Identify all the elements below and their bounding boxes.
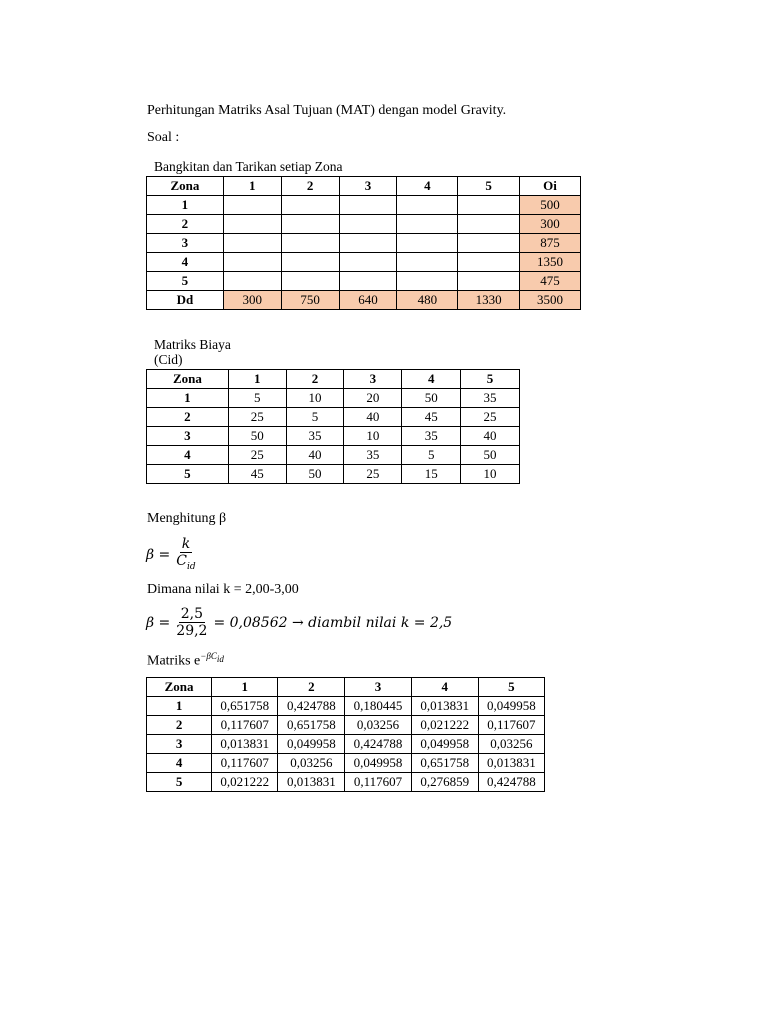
table-row xyxy=(147,735,545,754)
table-cell: 50 xyxy=(402,389,461,408)
table-row xyxy=(147,754,545,773)
table-row xyxy=(147,716,545,735)
table-cell: 475 xyxy=(520,272,581,291)
table-cell: 25 xyxy=(344,465,402,484)
table-cell: 0,049958 xyxy=(478,697,544,716)
table1-caption: Bangkitan dan Tarikan setiap Zona xyxy=(154,159,343,174)
table-cell: 10 xyxy=(286,389,344,408)
table-row xyxy=(147,272,581,291)
table-cell: 5 xyxy=(402,446,461,465)
header-cell: 5 xyxy=(461,370,520,389)
table-cell: 0,651758 xyxy=(278,716,345,735)
table-cell: 0,180445 xyxy=(345,697,411,716)
table-cell: 10 xyxy=(344,427,402,446)
table-cell: 0,651758 xyxy=(411,754,478,773)
row-header-cell: 4 xyxy=(147,754,212,773)
table-cell: 300 xyxy=(520,215,581,234)
table-cell xyxy=(397,215,458,234)
table-cell xyxy=(281,234,339,253)
row-header-cell: 2 xyxy=(147,215,224,234)
table-cell xyxy=(458,272,520,291)
header-cell: 4 xyxy=(397,177,458,196)
table-cell: 0,049958 xyxy=(411,735,478,754)
table-cell: 25 xyxy=(461,408,520,427)
row-header-cell: 5 xyxy=(147,465,229,484)
total-cell: 300 xyxy=(223,291,281,310)
table-row xyxy=(147,427,520,446)
table-cell: 10 xyxy=(461,465,520,484)
beta2-numerator: 2,5 xyxy=(180,606,203,622)
total-row xyxy=(147,291,581,310)
row-header-cell: 2 xyxy=(147,716,212,735)
table-cell xyxy=(223,196,281,215)
table-cell xyxy=(223,253,281,272)
header-cell: 3 xyxy=(339,177,397,196)
table-cell: 50 xyxy=(461,446,520,465)
table-cell xyxy=(339,234,397,253)
table-cell: 0,117607 xyxy=(212,754,278,773)
row-header-cell: 5 xyxy=(147,773,212,792)
table-cell: 35 xyxy=(344,446,402,465)
total-cell: 640 xyxy=(339,291,397,310)
table-cell: 5 xyxy=(228,389,286,408)
table-cell: 40 xyxy=(286,446,344,465)
matriks-exp-label xyxy=(147,651,224,670)
table-cell xyxy=(397,272,458,291)
header-cell: 2 xyxy=(278,678,345,697)
table-row xyxy=(147,389,520,408)
total-cell: 480 xyxy=(397,291,458,310)
dimana-label: Dimana nilai k = 2,00-3,00 xyxy=(147,582,299,597)
table-cell: 875 xyxy=(520,234,581,253)
header-cell: 2 xyxy=(281,177,339,196)
table-row xyxy=(147,697,545,716)
beta2-lhs: β = xyxy=(146,614,171,631)
table-cell xyxy=(397,253,458,272)
table-cell: 25 xyxy=(228,446,286,465)
bangkitan-tarikan-table xyxy=(146,176,581,310)
table-cell: 15 xyxy=(402,465,461,484)
beta-lhs: β = xyxy=(146,547,171,564)
table-cell: 5 xyxy=(286,408,344,427)
table-row xyxy=(147,215,581,234)
matriks-exp-sup-sub: id xyxy=(216,653,224,664)
table-cell xyxy=(281,215,339,234)
header-cell: 4 xyxy=(411,678,478,697)
table-cell: 0,049958 xyxy=(345,754,411,773)
table-row xyxy=(147,234,581,253)
document-title: Perhitungan Matriks Asal Tujuan (MAT) dengan model Gravity. xyxy=(147,103,507,118)
table-cell: 0,03256 xyxy=(278,754,345,773)
table-cell xyxy=(223,215,281,234)
header-cell: 2 xyxy=(286,370,344,389)
header-cell: 1 xyxy=(223,177,281,196)
table-row xyxy=(147,408,520,427)
header-cell: Zona xyxy=(147,177,224,196)
row-header-cell: 4 xyxy=(147,253,224,272)
matriks-exp-sup-text: −βC xyxy=(200,651,217,661)
table-cell: 0,013831 xyxy=(278,773,345,792)
table2-caption xyxy=(154,337,231,367)
table-cell: 1350 xyxy=(520,253,581,272)
matriks-exp-sup xyxy=(200,651,224,664)
matriks-exp-table xyxy=(146,677,545,792)
row-header-cell: Dd xyxy=(147,291,224,310)
beta-formula xyxy=(146,536,202,575)
denominator-c: C xyxy=(176,553,187,569)
table-cell: 0,117607 xyxy=(478,716,544,735)
table-cell xyxy=(281,272,339,291)
table-cell: 40 xyxy=(344,408,402,427)
table-cell: 45 xyxy=(228,465,286,484)
menghitung-label: Menghitung β xyxy=(147,511,227,526)
table-cell xyxy=(223,272,281,291)
total-cell: 3500 xyxy=(520,291,581,310)
header-cell: 5 xyxy=(478,678,544,697)
total-cell: 750 xyxy=(281,291,339,310)
table-cell: 35 xyxy=(461,389,520,408)
row-header-cell: 3 xyxy=(147,735,212,754)
header-cell: Zona xyxy=(147,678,212,697)
table-cell xyxy=(458,196,520,215)
table-cell: 0,049958 xyxy=(278,735,345,754)
table-cell xyxy=(339,215,397,234)
table-cell: 40 xyxy=(461,427,520,446)
table-cell: 0,117607 xyxy=(212,716,278,735)
table-row xyxy=(147,446,520,465)
table-row xyxy=(147,196,581,215)
header-cell: 1 xyxy=(228,370,286,389)
table2-caption-line2: (Cid) xyxy=(154,352,183,367)
table-row xyxy=(147,773,545,792)
table-cell: 25 xyxy=(228,408,286,427)
table-cell xyxy=(458,234,520,253)
table-cell: 0,424788 xyxy=(478,773,544,792)
beta-fraction xyxy=(174,536,197,575)
table-cell: 0,013831 xyxy=(411,697,478,716)
table-cell xyxy=(339,253,397,272)
table-cell: 0,013831 xyxy=(478,754,544,773)
row-header-cell: 3 xyxy=(147,427,229,446)
table-cell: 20 xyxy=(344,389,402,408)
row-header-cell: 4 xyxy=(147,446,229,465)
header-cell: 3 xyxy=(344,370,402,389)
table-cell xyxy=(397,196,458,215)
beta-value-formula xyxy=(146,606,452,639)
total-cell: 1330 xyxy=(458,291,520,310)
table-cell: 0,03256 xyxy=(345,716,411,735)
table-cell: 0,117607 xyxy=(345,773,411,792)
table-cell xyxy=(397,234,458,253)
table-row xyxy=(147,465,520,484)
table-cell: 500 xyxy=(520,196,581,215)
header-cell: 1 xyxy=(212,678,278,697)
header-cell: 4 xyxy=(402,370,461,389)
table-row xyxy=(147,253,581,272)
table-cell: 0,424788 xyxy=(345,735,411,754)
table-cell xyxy=(223,234,281,253)
table-cell xyxy=(458,215,520,234)
table-cell: 0,021222 xyxy=(411,716,478,735)
table-cell: 0,276859 xyxy=(411,773,478,792)
table-cell: 0,424788 xyxy=(278,697,345,716)
table-cell xyxy=(281,196,339,215)
table-cell: 0,021222 xyxy=(212,773,278,792)
table-cell: 45 xyxy=(402,408,461,427)
table-cell: 0,651758 xyxy=(212,697,278,716)
table-cell xyxy=(458,253,520,272)
table-cell: 0,013831 xyxy=(212,735,278,754)
beta2-rhs: = 0,08562 → diambil nilai k = 2,5 xyxy=(213,614,453,631)
table-cell: 50 xyxy=(228,427,286,446)
header-cell: Zona xyxy=(147,370,229,389)
matriks-exp-base: Matriks e xyxy=(147,653,201,669)
row-header-cell: 2 xyxy=(147,408,229,427)
table2-caption-line1: Matriks Biaya xyxy=(154,337,231,352)
row-header-cell: 1 xyxy=(147,389,229,408)
soal-label: Soal : xyxy=(147,130,180,145)
beta2-fraction xyxy=(174,606,209,639)
row-header-cell: 3 xyxy=(147,234,224,253)
row-header-cell: 1 xyxy=(147,196,224,215)
table-cell xyxy=(339,272,397,291)
table-cell: 50 xyxy=(286,465,344,484)
header-cell: 5 xyxy=(458,177,520,196)
table-cell: 35 xyxy=(402,427,461,446)
beta-denominator xyxy=(174,553,197,575)
header-cell: 3 xyxy=(345,678,411,697)
table-cell xyxy=(339,196,397,215)
header-cell: Oi xyxy=(520,177,581,196)
row-header-cell: 5 xyxy=(147,272,224,291)
table-cell: 0,03256 xyxy=(478,735,544,754)
table-cell xyxy=(281,253,339,272)
table-cell: 35 xyxy=(286,427,344,446)
matriks-biaya-table xyxy=(146,369,520,484)
beta-numerator: k xyxy=(181,536,191,552)
beta2-denominator: 29,2 xyxy=(176,623,208,639)
row-header-cell: 1 xyxy=(147,697,212,716)
denominator-sub: id xyxy=(187,561,196,572)
